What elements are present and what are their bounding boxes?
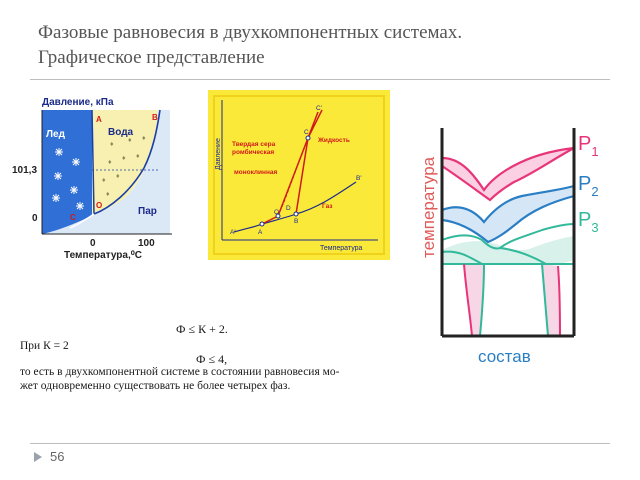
svg-text:♦: ♦ — [106, 191, 110, 198]
conclusion-line-1: то есть в двухкомпонентной системе в состоянии равновесия мо- — [20, 366, 340, 378]
point-a-label: A — [96, 115, 102, 124]
binary-phase-diagram — [412, 100, 626, 375]
top-divider — [30, 79, 610, 80]
point-o-label: O — [96, 201, 103, 210]
liquid-label: Жидкость — [318, 137, 350, 144]
p3-label: $P_3$ — [578, 209, 599, 235]
hundred-x-tick: 100 — [138, 238, 155, 249]
point-c-label: C — [70, 213, 76, 222]
fig3-ylabel: температура — [419, 156, 438, 258]
fig2-point-d: D — [286, 205, 291, 212]
fig2-point-a2: A' — [230, 229, 236, 236]
fig2-point-a: A — [258, 229, 263, 236]
rhombic-label: ромбическая — [232, 149, 275, 156]
slide-title — [38, 20, 618, 70]
fig2-point-c: C — [304, 129, 309, 136]
vapor-label: Пар — [138, 206, 157, 217]
svg-text:♦: ♦ — [142, 135, 146, 142]
water-label: Вода — [108, 127, 134, 138]
pressure-tick: 101,3 — [12, 165, 38, 176]
bottom-divider — [30, 443, 610, 444]
equation-2: Ф ≤ 4, — [196, 352, 228, 366]
fig2-ylabel: Давление — [215, 138, 222, 170]
ice-label: Лед — [46, 129, 65, 140]
fig2-point-b2: B' — [356, 175, 362, 182]
solid-sulfur-label: Твердая сера — [232, 141, 276, 148]
fig2-point-o: O — [274, 209, 280, 216]
svg-text:♦: ♦ — [136, 153, 140, 160]
monoclinic-label: моноклинная — [234, 169, 278, 176]
svg-text:♦: ♦ — [110, 141, 114, 148]
point-b-label: B — [152, 113, 158, 122]
fig1-ylabel: Давление, кПа — [42, 97, 114, 108]
fig2-point-c2: C' — [316, 105, 322, 112]
fig2-point-b: B — [294, 218, 299, 225]
svg-text:♦: ♦ — [102, 177, 106, 184]
slide-title-line1: Фазовые равновесия в двухкомпонентных системах. — [38, 22, 463, 43]
p1-label: $P_1$ — [578, 133, 599, 159]
slide-title-line2: Графическое представление — [38, 47, 265, 68]
condition-text: При К = 2 — [20, 340, 69, 352]
fig2-xlabel: Температура — [320, 245, 363, 252]
svg-text:♦: ♦ — [128, 137, 132, 144]
page-number: 56 — [50, 449, 65, 464]
fig3-xlabel: состав — [478, 347, 531, 366]
svg-text:♦: ♦ — [108, 159, 112, 166]
conclusion-line-2: жет одновременно существовать не более четырех фаз. — [20, 380, 291, 392]
triangle-bullet-icon — [34, 452, 42, 462]
sulfur-phase-diagram — [208, 90, 390, 260]
svg-text:♦: ♦ — [116, 173, 120, 180]
zero-y-tick: 0 — [32, 213, 38, 224]
equation-1: Ф ≤ К + 2. — [176, 322, 228, 336]
water-phase-diagram — [10, 90, 196, 262]
p2-label: $P_2$ — [578, 173, 599, 199]
gas-label: Газ — [322, 203, 333, 210]
svg-text:♦: ♦ — [122, 155, 126, 162]
fig1-xlabel: Температура,⁰С — [64, 250, 142, 261]
zero-x-tick: 0 — [90, 238, 96, 249]
